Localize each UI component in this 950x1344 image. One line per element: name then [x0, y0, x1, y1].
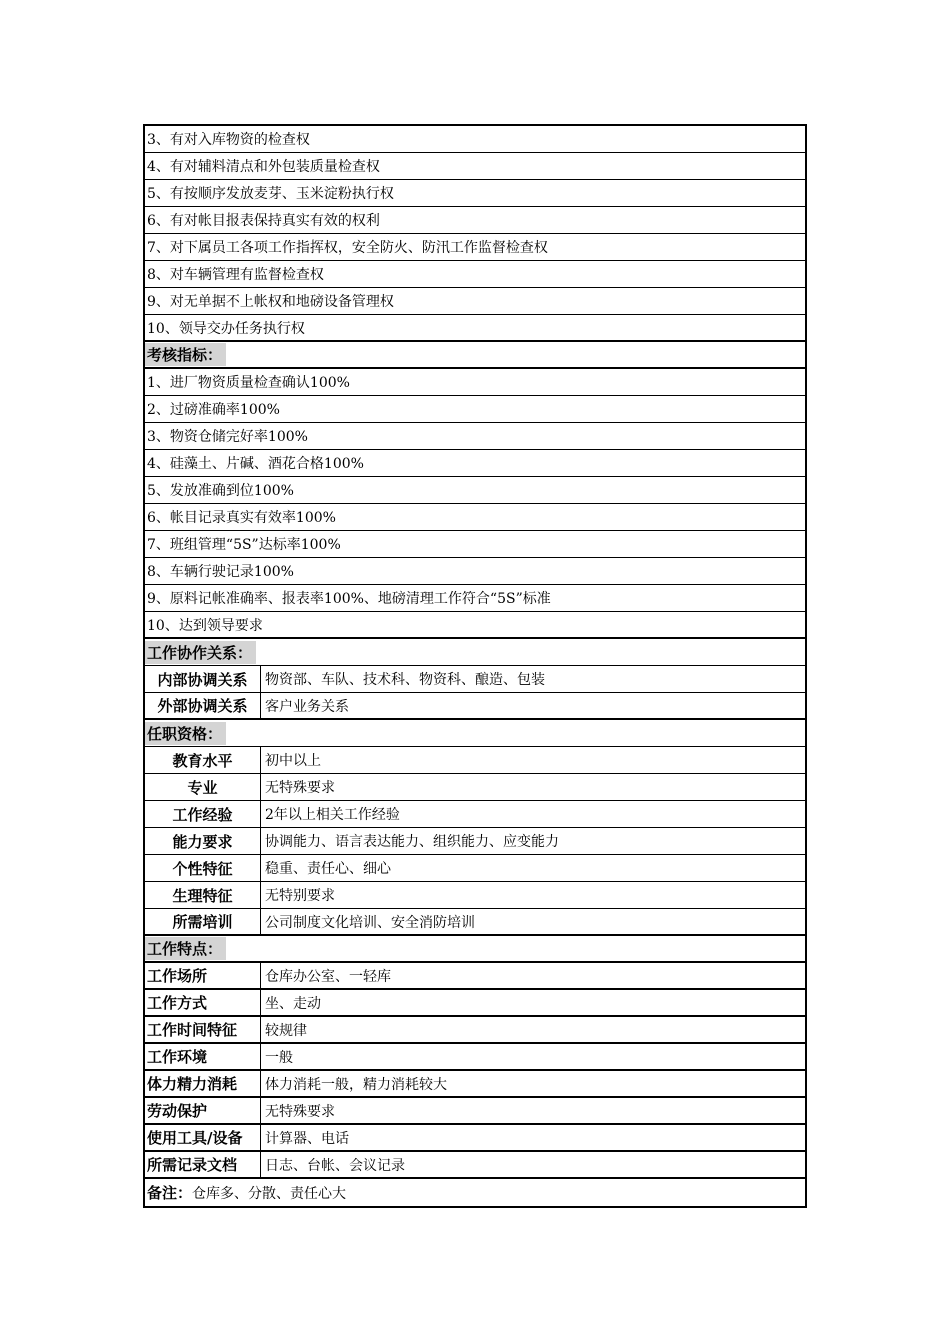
features-value: 一般 [265, 1049, 293, 1066]
qualification-label: 所需培训 [145, 909, 261, 934]
kpi-item: 10、达到领导要求 [147, 617, 263, 634]
qualification-row [145, 882, 805, 909]
rights-row [145, 315, 805, 342]
qualification-value: 2年以上相关工作经验 [265, 807, 400, 823]
kpi-item: 4、硅藻土、片碱、酒花合格100% [147, 456, 364, 472]
qualification-value: 公司制度文化培训、安全消防培训 [265, 914, 475, 931]
qualification-value: 初中以上 [265, 753, 321, 769]
features-row [145, 963, 805, 990]
kpi-row [145, 396, 805, 423]
qualification-label: 生理特征 [145, 882, 261, 908]
kpi-item: 9、原料记帐准确率、报表率100%、地磅清理工作符合“5S”标准 [147, 591, 551, 607]
qualification-label: 工作经验 [145, 801, 261, 827]
remark-label: 备注： [147, 1184, 193, 1202]
features-value: 仓库办公室、一轻库 [265, 968, 391, 985]
kpi-item: 6、帐目记录真实有效率100% [147, 510, 336, 526]
features-row [145, 1017, 805, 1044]
features-row [145, 1098, 805, 1125]
rights-item: 4、有对辅料清点和外包装质量检查权 [147, 159, 380, 175]
features-row [145, 1125, 805, 1152]
kpi-row [145, 531, 805, 558]
features-label: 使用工具/设备 [145, 1125, 261, 1150]
features-value: 日志、台帐、会议记录 [265, 1157, 405, 1174]
kpi-item: 3、物资仓储完好率100% [147, 429, 308, 445]
features-label: 所需记录文档 [145, 1152, 261, 1177]
kpi-row [145, 450, 805, 477]
cooperation-row [145, 693, 805, 720]
qualification-label: 专业 [145, 774, 261, 800]
rights-item: 6、有对帐目报表保持真实有效的权利 [147, 213, 380, 229]
qualification-row [145, 828, 805, 855]
features-value: 无特殊要求 [265, 1103, 335, 1120]
features-row [145, 1152, 805, 1179]
qualification-header: 任职资格： [145, 722, 226, 745]
kpi-header: 考核指标： [145, 343, 226, 366]
features-label: 劳动保护 [145, 1098, 261, 1123]
kpi-item: 1、进厂物资质量检查确认100% [147, 375, 350, 391]
cooperation-value: 物资部、车队、技术科、物资科、酿造、包装 [265, 672, 545, 688]
rights-item: 8、对车辆管理有监督检查权 [147, 267, 324, 283]
features-header: 工作特点： [145, 937, 226, 960]
qualification-row [145, 774, 805, 801]
qualification-row [145, 747, 805, 774]
features-row [145, 1071, 805, 1098]
cooperation-header: 工作协作关系： [145, 641, 256, 664]
rights-item: 3、有对入库物资的检查权 [147, 132, 310, 148]
features-value: 计算器、电话 [265, 1130, 349, 1147]
cooperation-label: 外部协调关系 [145, 693, 261, 718]
rights-item: 9、对无单据不上帐权和地磅设备管理权 [147, 294, 394, 310]
cooperation-row [145, 666, 805, 693]
qualification-label: 能力要求 [145, 828, 261, 854]
features-label: 工作场所 [145, 963, 261, 988]
kpi-header-row [145, 342, 805, 369]
rights-item: 5、有按顺序发放麦芽、玉米淀粉执行权 [147, 186, 394, 202]
kpi-item: 8、车辆行驶记录100% [147, 564, 294, 580]
features-value: 较规律 [265, 1022, 307, 1039]
qualification-value: 协调能力、语言表达能力、组织能力、应变能力 [265, 834, 559, 850]
rights-row [145, 180, 805, 207]
features-label: 工作环境 [145, 1044, 261, 1069]
features-label: 工作方式 [145, 990, 261, 1015]
rights-row [145, 153, 805, 180]
features-label: 体力精力消耗 [145, 1071, 261, 1096]
rights-row [145, 126, 805, 153]
rights-row [145, 207, 805, 234]
kpi-item: 2、过磅准确率100% [147, 402, 280, 418]
kpi-item: 5、发放准确到位100% [147, 483, 294, 499]
kpi-row [145, 558, 805, 585]
rights-row [145, 261, 805, 288]
features-value: 坐、走动 [265, 995, 321, 1012]
kpi-row [145, 423, 805, 450]
kpi-row [145, 369, 805, 396]
features-header-row [145, 936, 805, 963]
features-value: 体力消耗一般，精力消耗较大 [265, 1076, 447, 1093]
job-description-table [143, 124, 807, 1208]
kpi-row [145, 504, 805, 531]
rights-item: 10、领导交办任务执行权 [147, 320, 305, 337]
kpi-row [145, 612, 805, 639]
rights-item: 7、对下属员工各项工作指挥权，安全防火、防汛工作监督检查权 [147, 240, 548, 256]
qualification-row [145, 801, 805, 828]
qualification-value: 稳重、责任心、细心 [265, 861, 391, 877]
cooperation-header-row [145, 639, 805, 666]
features-row [145, 1044, 805, 1071]
cooperation-label: 内部协调关系 [145, 666, 261, 692]
qualification-label: 教育水平 [145, 747, 261, 773]
qualification-header-row [145, 720, 805, 747]
qualification-row [145, 855, 805, 882]
kpi-row [145, 585, 805, 612]
qualification-value: 无特殊要求 [265, 780, 335, 796]
qualification-value: 无特别要求 [265, 888, 335, 904]
remark-row [145, 1179, 805, 1206]
features-label: 工作时间特征 [145, 1017, 261, 1042]
rights-row [145, 288, 805, 315]
kpi-row [145, 477, 805, 504]
rights-row [145, 234, 805, 261]
qualification-label: 个性特征 [145, 855, 261, 881]
kpi-item: 7、班组管理“5S”达标率100% [147, 537, 341, 553]
features-row [145, 990, 805, 1017]
qualification-row [145, 909, 805, 936]
remark-cell [145, 1179, 805, 1206]
cooperation-value: 客户业务关系 [265, 698, 349, 715]
remark-value: 仓库多、分散、责任心大 [192, 1185, 347, 1202]
